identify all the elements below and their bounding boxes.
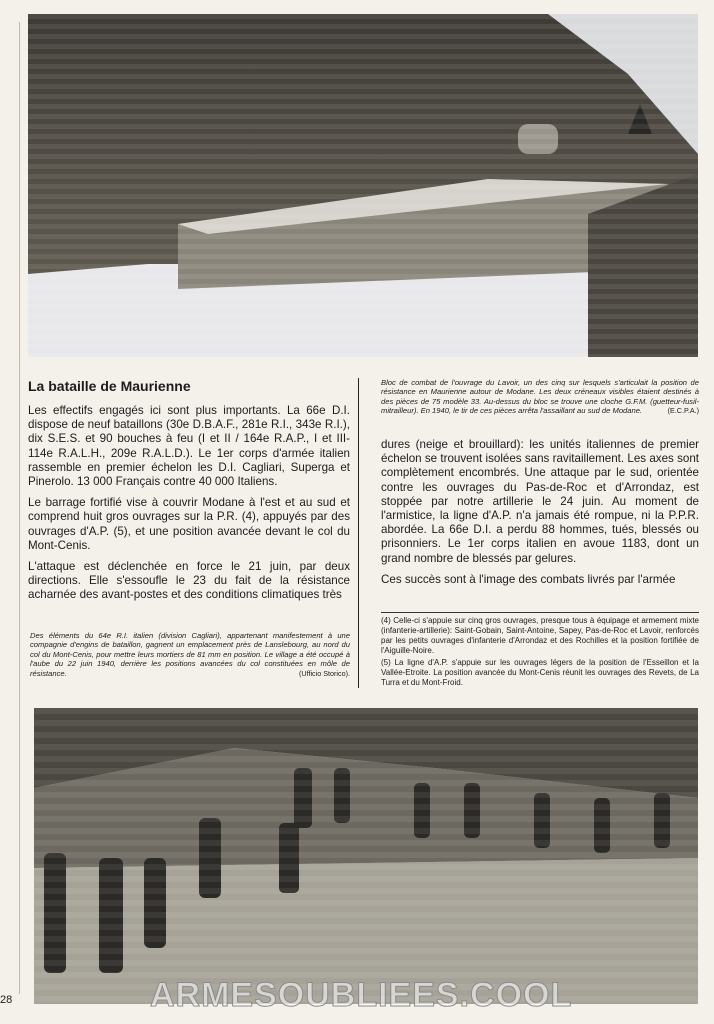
photo-credit: (E.C.P.A.) xyxy=(667,406,699,416)
article-paragraph: dures (neige et brouillard): les unités italiennes de premier échelon se trouvent isolées sans ravitaillement. Les axes sont complètement encombrés. Une attaque par le sud, orientée contre les ouvrages du Pas-de-Roc et d'Arrondaz, est stoppée par notre artillerie le 24 juin. Au moment de l'armistice, la ligne d'A.P. n'a jamais été rompue, ni la P.P.R. abordée. La 66e D.I. a perdu 88 hommes, tués, blessés ou prisonniers. Le 1er corps italien en avoue 1183, dont un grand nombre de blessés par gelures. xyxy=(381,438,699,565)
watermark: ARMESOUBLIEES.COOL xyxy=(150,976,573,1014)
caption-text: Bloc de combat de l'ouvrage du Lavoir, un des cinq sur lesquels s'articulait la position de résistance en Maurienne autour de Modane. Les deux créneaux visibles étaient destinés à des pièces de 75 modèle 33. Au-dessus du bloc se trouve une cloche G.F.M. (guetteur-fusil-mitrailleur). En 1940, le tir de ces pièces arrêta l'assaillant au sud de Modane. xyxy=(381,378,699,416)
article-paragraph: L'attaque est déclenchée en force le 21 juin, par deux directions. Elle s'essoufle le 23 du fait de la résistance acharnée des avant-postes et des conditions climatiques très xyxy=(28,560,350,602)
photo-credit: (Ufficio Storico). xyxy=(299,668,350,678)
footnotes xyxy=(381,616,699,690)
page-number: 28 xyxy=(0,994,13,1006)
article-paragraph: Les effectifs engagés ici sont plus importants. La 66e D.I. dispose de neuf bataillons (30e D.B.A.F., 281e R.I., 343e R.I.), dix S.E.S. et 90 bouches à feu (I et II / 164e R.A.P., I et III-114e R.A.L.H., 209e R.A.L.D.). Le 1er corps d'armée italien rassemble en premier échelon les D.I. Cagliari, Superga et Pinerolo. 13 000 Français contre 40 000 Italiens. xyxy=(28,404,350,489)
page-margin-rule xyxy=(19,22,20,994)
caption-top-photo xyxy=(381,378,699,416)
notes-divider xyxy=(381,612,699,613)
article-column-left xyxy=(28,404,350,610)
footnote: (5) La ligne d'A.P. s'appuie sur les ouvrages légers de la position de l'Esseillon et la Vallée-Etroite. La position avancée du Mont-Cenis réunit les ouvrages des Revets, de La Turra et du Mont-Froid. xyxy=(381,658,699,687)
article-heading: La bataille de Maurienne xyxy=(28,378,191,394)
article-paragraph: Ces succès sont à l'image des combats livrés par l'armée xyxy=(381,572,676,586)
article-paragraph: Le barrage fortifié vise à couvrir Modane à l'est et au sud et comprend huit gros ouvrages sur la P.R. (4), appuyés par des ouvrages d'A.P. (5), et une position avancée devant le col du Mont-Cenis. xyxy=(28,496,350,552)
column-divider xyxy=(358,378,359,688)
photo-bunker-lavoir xyxy=(28,14,698,357)
article-column-right xyxy=(381,438,699,594)
photo-italian-soldiers xyxy=(34,708,698,1004)
footnote: (4) Celle-ci s'appuie sur cinq gros ouvrages, presque tous à équipage et armement mixte (infanterie-artillerie): Saint-Gobain, Saint-Antoine, Sapey, Pas-de-Roc et Lavoir, renforcés par les petits ouvrages d'infanterie d'Arrondaz et des Rochilles et la position fortifiée de l'Aiguille-Noire. xyxy=(381,616,699,655)
caption-text: Des éléments du 64e R.I. italien (division Cagliari), appartenant manifestement à une compagnie d'engins de bataillon, gagnent un emplacement près de Lanslebourg, au nord du col du Mont-Cenis, pour mettre leurs mortiers de 81 mm en position. Le village a été occupé à l'aube du 22 juin 1940, derrière les positions avancées du col constituées en môle de résistance. xyxy=(30,631,350,678)
caption-bottom-photo xyxy=(30,631,350,678)
